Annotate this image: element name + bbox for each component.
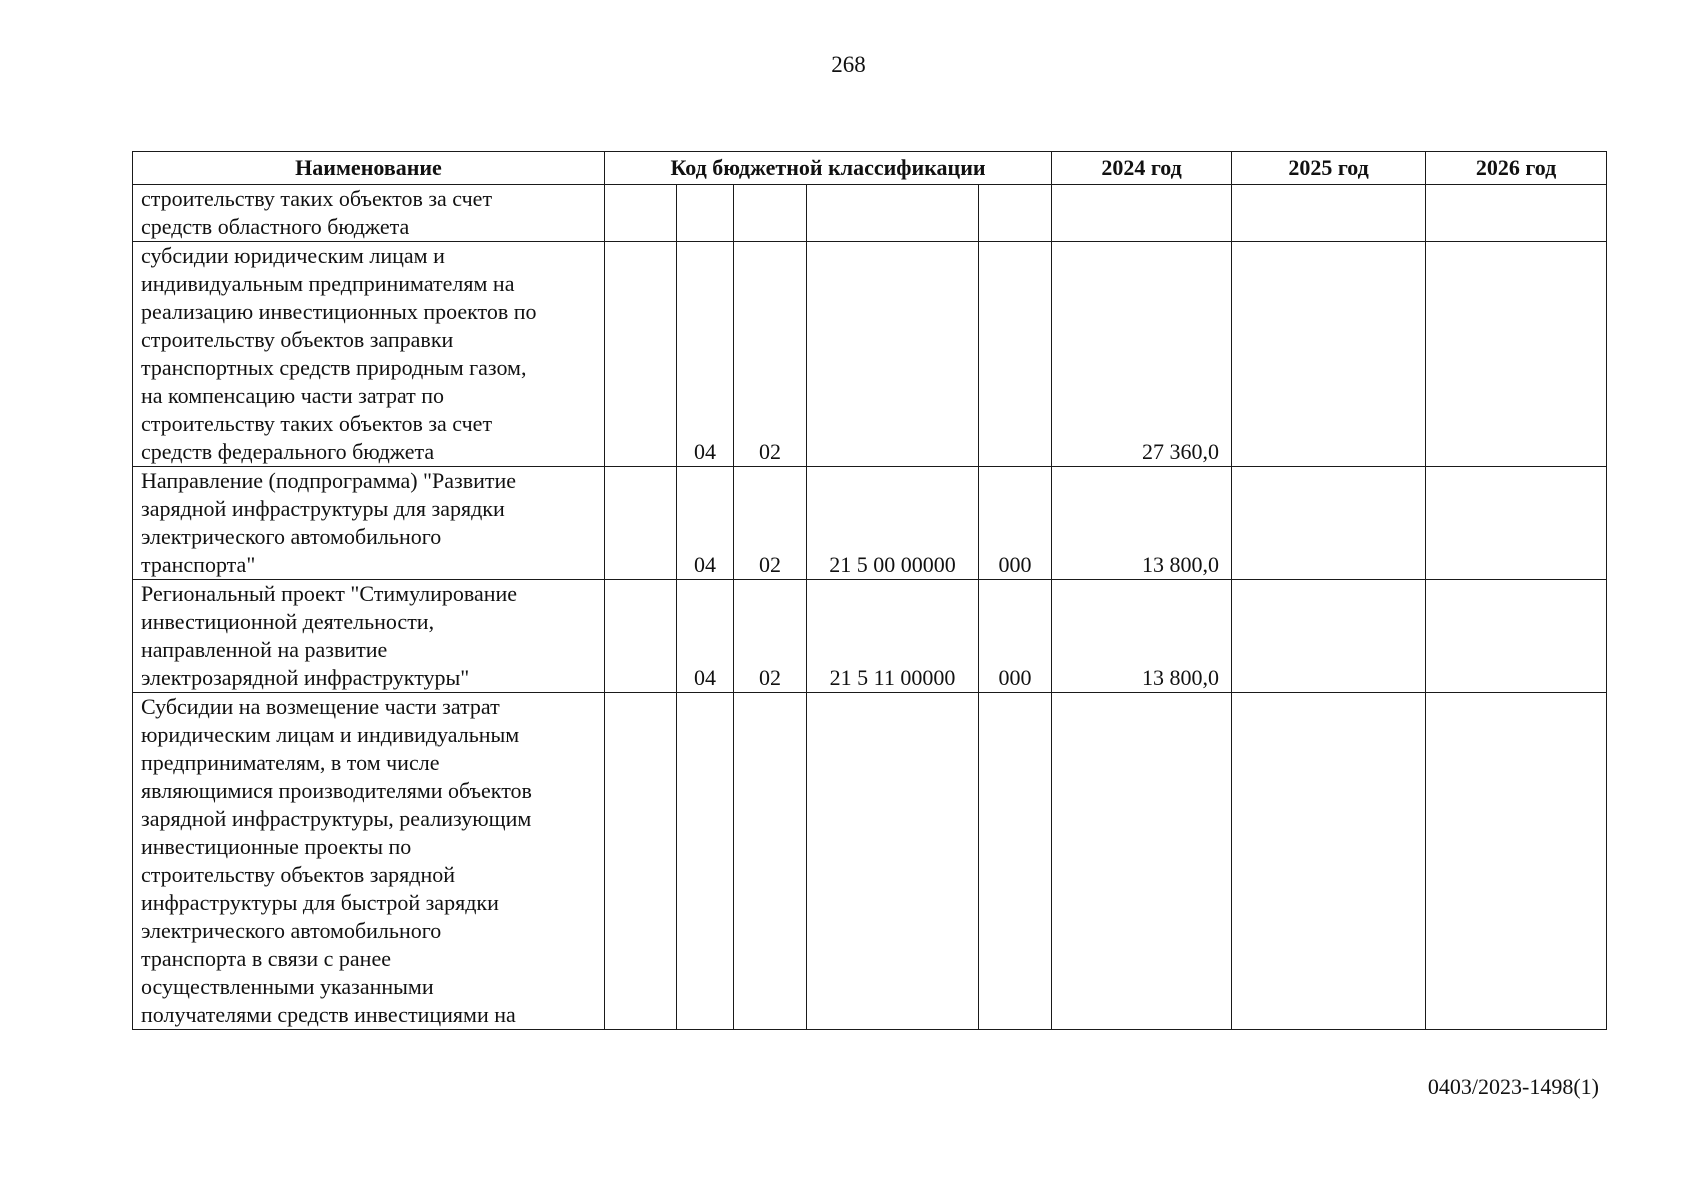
row-amount-2024: 13 800,0	[1052, 467, 1232, 580]
table-row	[133, 185, 1607, 242]
row-amount-2024	[1052, 185, 1232, 242]
row-amount-2025	[1232, 185, 1426, 242]
header-code: Код бюджетной классификации	[605, 152, 1052, 185]
row-amount-2025	[1232, 242, 1426, 467]
budget-table	[132, 151, 1607, 1030]
row-code-5	[979, 242, 1052, 467]
row-code-2	[677, 185, 734, 242]
table-row	[133, 242, 1607, 467]
row-code-2	[677, 693, 734, 1030]
row-amount-2026	[1426, 693, 1607, 1030]
table-header-row	[133, 152, 1607, 185]
row-code-5: 000	[979, 467, 1052, 580]
row-code-3: 02	[734, 580, 807, 693]
row-amount-2024: 13 800,0	[1052, 580, 1232, 693]
row-name: Субсидии на возмещение части затрат юридическим лицам и индивидуальным предпринимателям, в том числе являющимися производителями объектов зарядной инфраструктуры, реализующим инвестиционные проекты по строительству объектов зарядной инфраструктуры для быстрой зарядки электрического автомобильного транспорта в связи с ранее осуществленными указанными получателями средств инвестициями на	[133, 693, 605, 1030]
row-code-5	[979, 185, 1052, 242]
header-name: Наименование	[133, 152, 605, 185]
row-code-1	[605, 467, 677, 580]
row-name: Направление (подпрограмма) "Развитие зарядной инфраструктуры для зарядки электрического автомобильного транспорта"	[133, 467, 605, 580]
row-code-2: 04	[677, 242, 734, 467]
row-code-4	[807, 693, 979, 1030]
row-name: Региональный проект "Стимулирование инвестиционной деятельности, направленной на развитие электрозарядной инфраструктуры"	[133, 580, 605, 693]
row-code-4	[807, 242, 979, 467]
row-amount-2025	[1232, 580, 1426, 693]
header-2026: 2026 год	[1426, 152, 1607, 185]
row-amount-2024	[1052, 693, 1232, 1030]
row-amount-2026	[1426, 580, 1607, 693]
row-name: строительству таких объектов за счет средств областного бюджета	[133, 185, 605, 242]
row-code-1	[605, 693, 677, 1030]
row-name: субсидии юридическим лицам и индивидуальным предпринимателям на реализацию инвестиционных проектов по строительству объектов заправки транспортных средств природным газом, на компенсацию части затрат по строительству таких объектов за счет средств федерального бюджета	[133, 242, 605, 467]
table-row	[133, 580, 1607, 693]
row-code-3: 02	[734, 242, 807, 467]
row-amount-2024: 27 360,0	[1052, 242, 1232, 467]
table-row	[133, 693, 1607, 1030]
table-row	[133, 467, 1607, 580]
row-code-3	[734, 693, 807, 1030]
row-amount-2025	[1232, 467, 1426, 580]
row-amount-2026	[1426, 467, 1607, 580]
row-code-5	[979, 693, 1052, 1030]
page-number: 268	[831, 52, 866, 77]
row-code-1	[605, 580, 677, 693]
row-code-3: 02	[734, 467, 807, 580]
header-2024: 2024 год	[1052, 152, 1232, 185]
row-code-5: 000	[979, 580, 1052, 693]
row-code-4: 21 5 11 00000	[807, 580, 979, 693]
row-amount-2026	[1426, 242, 1607, 467]
header-2025: 2025 год	[1232, 152, 1426, 185]
row-code-1	[605, 185, 677, 242]
row-amount-2026	[1426, 185, 1607, 242]
row-code-2: 04	[677, 580, 734, 693]
row-code-4	[807, 185, 979, 242]
document-code: 0403/2023-1498(1)	[1427, 1074, 1599, 1099]
row-code-2: 04	[677, 467, 734, 580]
row-code-1	[605, 242, 677, 467]
row-amount-2025	[1232, 693, 1426, 1030]
row-code-3	[734, 185, 807, 242]
row-code-4: 21 5 00 00000	[807, 467, 979, 580]
